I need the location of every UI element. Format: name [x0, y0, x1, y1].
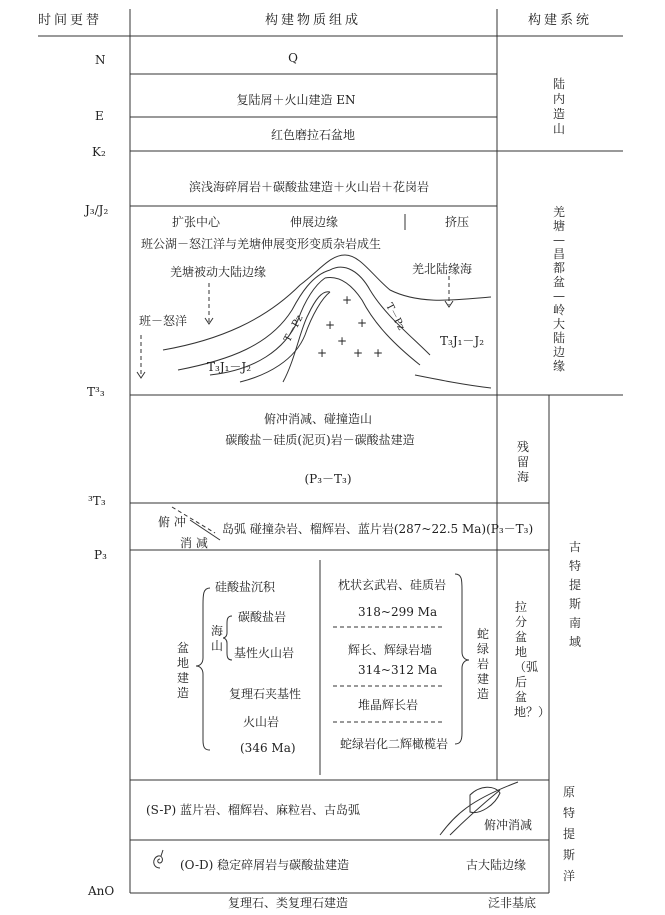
triassic-line-3: (P₃－T₃): [304, 472, 352, 486]
system-relic-sea: 残留海: [516, 440, 529, 484]
triassic-line-1: 俯冲消减、碰撞造山: [263, 412, 373, 426]
row-red-molasse: 红色磨拉石盆地: [270, 128, 356, 142]
time-label-k2: K₂: [92, 145, 106, 159]
od-row-text: (O-D) 稳定碎屑岩与碳酸盐建造: [180, 858, 350, 872]
system-proto-tethys: 原特提斯洋: [562, 785, 575, 883]
age-314: 314~312 Ma: [358, 663, 438, 677]
gabbro-label: 辉长、辉绿岩墙: [348, 643, 433, 657]
header-system: 构建系统: [527, 13, 593, 28]
row-coastal: 滨浅海碎屑岩＋碳酸盐建造＋火山岩＋花岗岩: [188, 180, 430, 194]
bannu-ocean-label: 班－怒洋: [139, 314, 188, 328]
passive-margin-label: 羌塘被动大陆边缘: [170, 265, 267, 279]
header-composition: 构建物质组成: [264, 13, 362, 28]
time-label-e: E: [95, 109, 104, 123]
granite-plus: +: [373, 346, 384, 360]
granite-plus: +: [342, 293, 353, 307]
time-label-ano: AnO: [88, 884, 115, 898]
system-qiangtang: 羌塘—昌都盆—岭大陆边缘: [552, 205, 565, 373]
granite-plus: +: [325, 318, 336, 332]
header-time: 时间更替: [38, 13, 103, 28]
time-label-n: N: [95, 53, 106, 67]
time-label-j3j2: J₃/J₂: [85, 203, 109, 217]
ophiolite-label: 蛇绿岩建造: [476, 627, 489, 701]
arc-subduct-1: 俯 冲: [158, 515, 186, 529]
marble-line-2: 火山岩: [243, 715, 280, 729]
compression-label: 挤压: [445, 215, 470, 229]
system-paleo-tethys: 古特提斯南域: [568, 540, 581, 649]
serpentine-label: 蛇绿岩化二辉橄榄岩: [340, 737, 449, 751]
time-label-p3: P₃: [94, 548, 107, 562]
tpz-right-label: T－Pz: [383, 301, 407, 333]
t3j-right-label: T₃J₁－J₂: [440, 334, 485, 348]
spread-center-label: 扩张中心: [172, 215, 221, 229]
cumulate-label: 堆晶辉长岩: [358, 698, 419, 712]
tpz-left-label: T－Pz: [282, 313, 306, 345]
system-intracontinental: 陆内造山: [552, 77, 565, 136]
pillow-label: 枕状玄武岩、硅质岩: [338, 578, 447, 592]
margin-label: 古大陆边缘: [466, 858, 527, 872]
carbonate-label: 碳酸盐岩: [238, 610, 287, 624]
basement-label: 泛非基底: [487, 896, 537, 910]
age-346: (346 Ma): [240, 741, 296, 755]
silicate-label: 硅酸盐沉积: [215, 580, 276, 594]
granite-plus: +: [357, 316, 368, 330]
seamount-label: 海山: [210, 624, 223, 653]
granite-plus: +: [353, 346, 364, 360]
granite-plus: +: [317, 346, 328, 360]
row-q: Q: [288, 51, 298, 65]
extension-margin-label: 伸展边缘: [290, 215, 339, 229]
flysch-label: 复理石、类复理石建造: [227, 896, 349, 910]
sp-row-text: (S-P) 蓝片岩、榴辉岩、麻粒岩、古岛弧: [146, 803, 360, 817]
subduct-label: 俯冲消减: [484, 818, 533, 832]
basin-build-label: 盆地建造: [176, 641, 189, 700]
arc-subduct-2: 消 减: [180, 536, 208, 550]
t3j-left-label: T₃J₁－J₂: [207, 360, 252, 374]
arc-row-text: 岛弧 碰撞杂岩、榴辉岩、蓝片岩(287~22.5 Ma)(P₃－T₃): [222, 522, 534, 536]
triassic-line-2: 碳酸盐－硅质(泥页)岩－碳酸盐建造: [225, 433, 415, 447]
rift-basin-label: 拉分盆地（弧后盆地？）: [514, 600, 551, 719]
time-label-t33: T³₃: [87, 385, 105, 399]
basic-volcanic-label: 基性火山岩: [234, 646, 295, 660]
row-en: 复陆屑＋火山建造 EN: [236, 93, 356, 107]
banhu-line: 班公湖－怒江洋与羌塘伸展变形变质杂岩成生: [141, 237, 382, 251]
granite-plus: +: [337, 334, 348, 348]
time-label-t3b: ³T₃: [88, 494, 106, 508]
north-sea-label: 羌北陆缘海: [412, 262, 473, 276]
age-318: 318~299 Ma: [358, 605, 438, 619]
marble-line-1: 复理石夹基性: [229, 687, 302, 701]
